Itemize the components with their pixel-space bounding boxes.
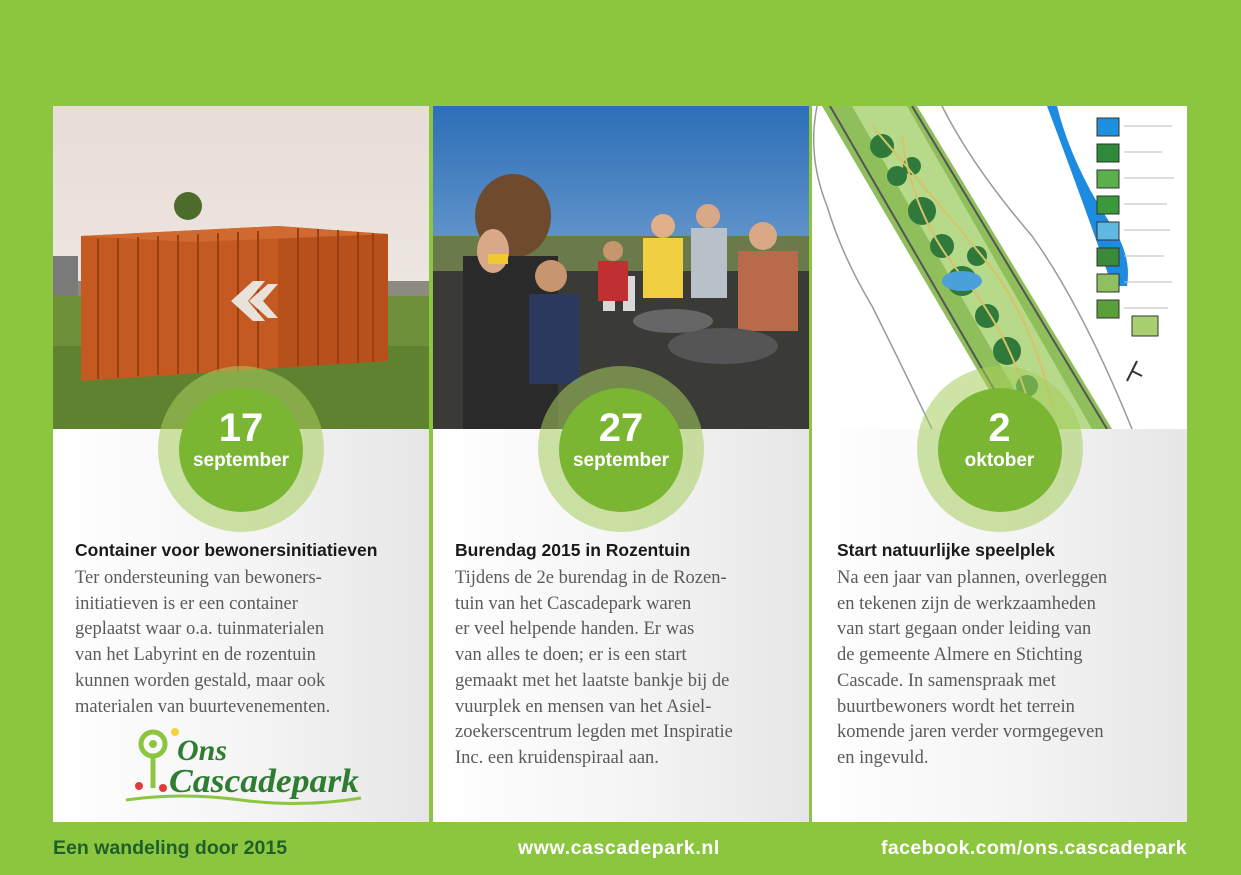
description-line: Cascade. In samenspraak met xyxy=(837,670,1056,691)
logo-line1: Ons xyxy=(177,734,228,767)
description-line: initiatieven is er een container xyxy=(75,593,298,614)
event-card-container xyxy=(53,106,429,822)
date-badge xyxy=(559,388,683,512)
description-line: buurtbewoners wordt het terrein xyxy=(837,696,1075,717)
description-line: gemaakt met het laatste bankje bij de xyxy=(455,670,730,691)
event-title: Container voor bewonersinitiatieven xyxy=(75,540,378,560)
description-line: kunnen worden gestald, maar ook xyxy=(75,670,326,691)
description-line: tuin van het Cascadepark waren xyxy=(455,593,692,614)
description-line: komende jaren verder vormgegeven xyxy=(837,722,1104,743)
description-line: Tijdens de 2e burendag in de Rozen- xyxy=(455,568,727,588)
description-line: van start gegaan onder leiding van xyxy=(837,619,1092,640)
footer-tagline: Een wandeling door 2015 xyxy=(53,837,288,859)
date-badge xyxy=(938,388,1062,512)
date-month: september xyxy=(192,450,290,471)
description-line: geplaatst waar o.a. tuinmaterialen xyxy=(75,619,325,640)
description-line: Inc. een kruidenspiraal aan. xyxy=(455,747,659,768)
description-line: vuurplek en mensen van het Asiel- xyxy=(455,696,712,717)
event-title: Start natuurlijke speelplek xyxy=(837,540,1055,560)
logo-line2: Cascadepark xyxy=(169,763,359,800)
description-line: zoekerscentrum legden met Inspiratie xyxy=(455,722,733,743)
date-month: oktober xyxy=(964,450,1035,471)
event-card-speelplek xyxy=(812,106,1187,822)
event-description xyxy=(455,566,795,772)
date-day: 2 xyxy=(988,406,1011,450)
description-line: van het Labyrint en de rozentuin xyxy=(75,645,316,666)
event-description xyxy=(837,566,1177,772)
description-line: en ingevuld. xyxy=(837,747,929,768)
description-line: materialen van buurtevenementen. xyxy=(75,696,331,717)
event-title: Burendag 2015 in Rozentuin xyxy=(455,540,691,560)
website-link[interactable]: www.cascadepark.nl xyxy=(518,837,720,859)
date-badge xyxy=(179,388,303,512)
description-line: de gemeente Almere en Stichting xyxy=(837,645,1083,666)
ons-cascadepark-logo xyxy=(121,726,366,811)
description-line: van alles te doen; er is een start xyxy=(455,645,687,666)
description-line: er veel helpende handen. Er was xyxy=(455,619,695,640)
event-description xyxy=(75,566,415,720)
event-card-burendag xyxy=(433,106,809,822)
date-day: 17 xyxy=(218,406,264,450)
description-line: en tekenen zijn de werkzaamheden xyxy=(837,593,1096,614)
date-day: 27 xyxy=(598,406,644,450)
description-line: Na een jaar van plannen, overleggen xyxy=(837,568,1108,588)
facebook-link[interactable]: facebook.com/ons.cascadepark xyxy=(881,837,1187,859)
date-month: september xyxy=(572,450,670,471)
description-line: Ter ondersteuning van bewoners- xyxy=(75,568,322,588)
